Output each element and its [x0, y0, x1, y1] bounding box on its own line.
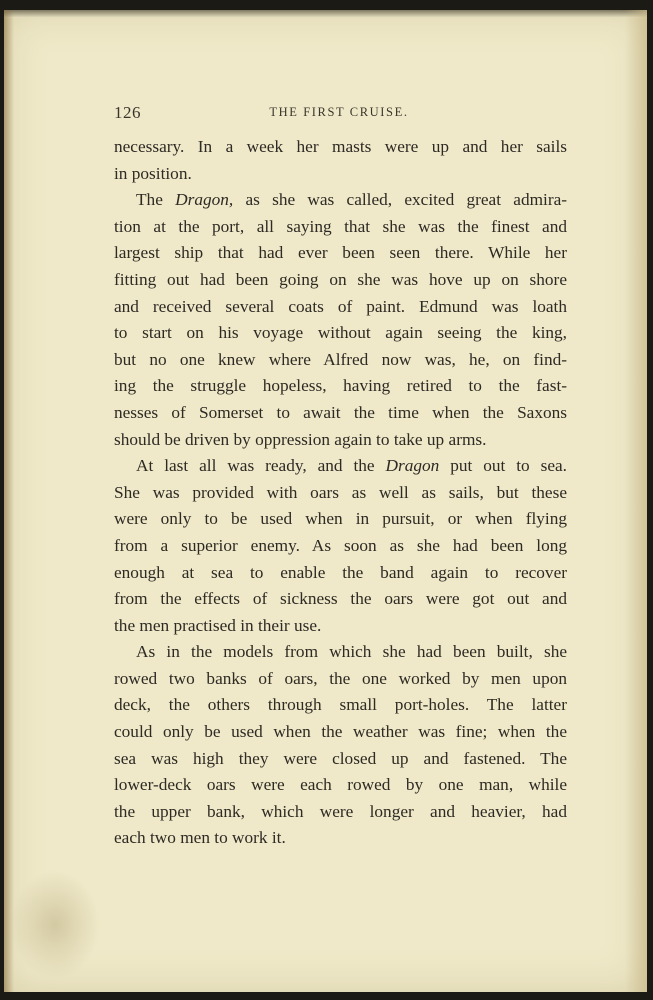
page-right-edge: [625, 10, 647, 992]
text-run: ing the struggle hopeless, having retired to the fast-: [114, 376, 567, 396]
text-line: [114, 772, 567, 799]
text-line: [114, 692, 567, 719]
text-run: the upper bank, which were longer and heavier, had: [114, 801, 567, 821]
text-run: As in the models from which she had been built, she: [136, 642, 567, 662]
text-line: [114, 187, 567, 214]
text-line: [114, 506, 567, 533]
page-number: 126: [114, 103, 141, 122]
text-run: lower-deck oars were each rowed by one man, while: [114, 775, 567, 795]
text-run: from a superior enemy. As soon as she had been long: [114, 535, 567, 555]
text-run: tion at the port, all saying that she was the finest and: [114, 216, 567, 236]
page-top-edge: [4, 10, 647, 18]
text-line: [114, 825, 567, 852]
text-run: The: [136, 190, 176, 210]
italic-ship-name: Dragon,: [175, 190, 234, 210]
text-run: At last all was ready, and the: [136, 456, 386, 476]
text-run: largest ship that had ever been seen there. While her: [114, 243, 567, 263]
text-line: [114, 480, 567, 507]
text-line: [114, 453, 567, 480]
text-line: [114, 294, 567, 321]
text-line: [114, 347, 567, 374]
text-line: [114, 320, 567, 347]
text-run: to start on his voyage without again seeing the king,: [114, 323, 567, 343]
text-line: [114, 134, 567, 161]
text-line: [114, 586, 567, 613]
text-run: She was provided with oars as well as sails, but these: [114, 482, 567, 502]
text-line: [114, 267, 567, 294]
page-header: [114, 103, 564, 127]
text-run: enough at sea to enable the band again to recover: [114, 562, 567, 582]
text-line: [114, 427, 567, 454]
text-run: put out to sea.: [439, 456, 567, 476]
text-run: but no one knew where Alfred now was, he, on find-: [114, 349, 567, 369]
running-title: THE FIRST CRUISE.: [269, 105, 409, 119]
text-run: were only to be used when in pursuit, or when flying: [114, 509, 567, 529]
text-line: [114, 161, 567, 188]
text-run: deck, the others through small port-holes. The latter: [114, 695, 567, 715]
text-line: [114, 746, 567, 773]
body-text: [114, 134, 567, 852]
text-run: nesses of Somerset to await the time when the Saxons: [114, 402, 567, 422]
text-line: [114, 373, 567, 400]
text-line: [114, 799, 567, 826]
text-line: [114, 639, 567, 666]
italic-ship-name: Dragon: [385, 456, 440, 476]
page-binding-edge: [4, 10, 14, 992]
text-run: and received several coats of paint. Edmund was loath: [114, 296, 567, 316]
text-run: each two men to work it.: [114, 828, 286, 848]
text-line: [114, 400, 567, 427]
text-line: [114, 719, 567, 746]
text-run: as she was called, excited great admira-: [233, 190, 568, 210]
text-run: could only be used when the weather was fine; when the: [114, 722, 567, 742]
text-run: the men practised in their use.: [114, 615, 322, 635]
text-line: [114, 214, 567, 241]
text-line: [114, 560, 567, 587]
text-line: [114, 613, 567, 640]
text-run: necessary. In a week her masts were up and her sails: [114, 137, 567, 156]
text-run: fitting out had been going on she was hove up on shore: [114, 269, 567, 289]
text-line: [114, 533, 567, 560]
text-line: [114, 240, 567, 267]
text-run: rowed two banks of oars, the one worked by men upon: [114, 668, 567, 688]
text-run: should be driven by oppression again to take up arms.: [114, 429, 487, 449]
text-run: sea was high they were closed up and fastened. The: [114, 748, 567, 768]
paper-stain: [10, 870, 100, 980]
text-run: in position.: [114, 163, 192, 183]
text-run: from the effects of sickness the oars were got out and: [114, 589, 567, 609]
text-line: [114, 666, 567, 693]
